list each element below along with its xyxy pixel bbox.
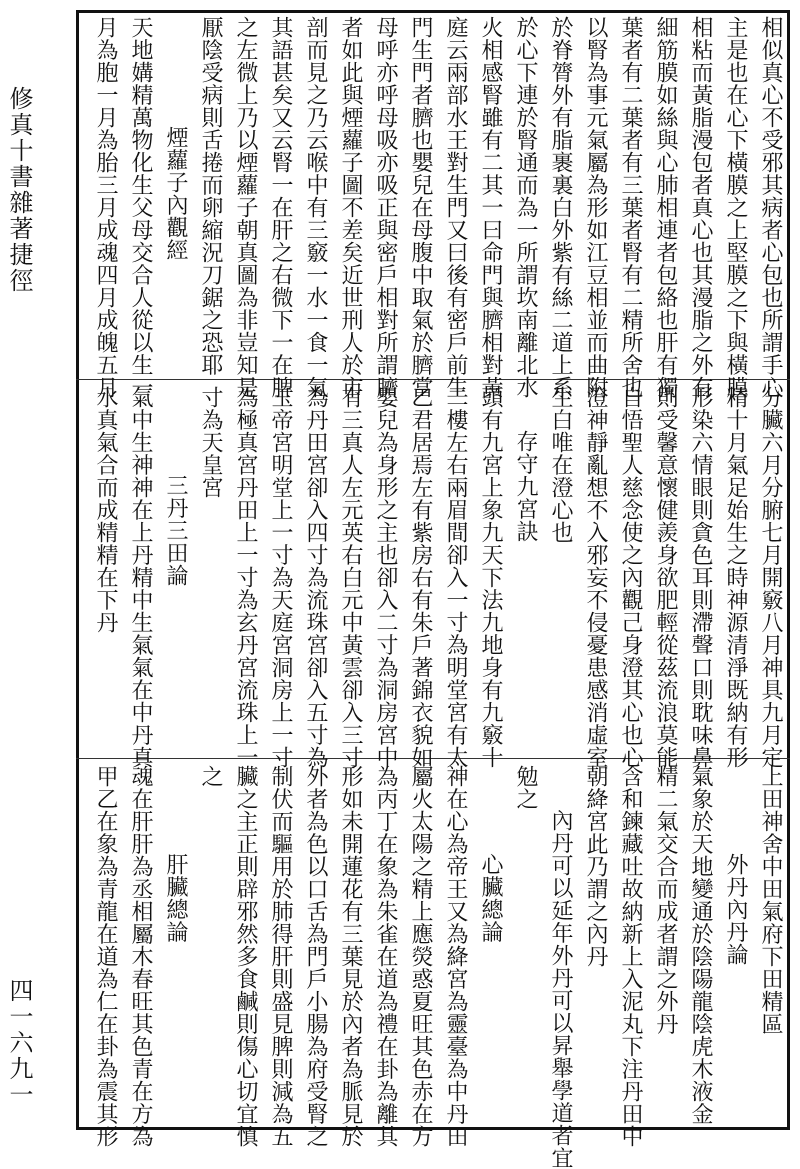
text-column: 形染六情眼則貪色耳則滯聲口則耽味鼻 <box>688 386 713 769</box>
text-column: 自悟聖人慈念使之內觀己身澄其心也心 <box>618 386 643 769</box>
text-column: 月為胞一月為胎三月成魂四月成魄五月 <box>93 16 118 399</box>
text-column: 細筋膜如絲與心肺相連者包絡也肝有獨 <box>653 16 678 399</box>
text-column: 相粘而黃脂漫包者真心也其漫脂之外有 <box>688 16 713 399</box>
text-column: 葉者有二葉者有三葉者腎有二精所舍也 <box>618 16 643 399</box>
text-column: 上田神舍中田氣府下田精區 <box>758 765 783 1035</box>
text-column: 含和鍊藏吐故納新上入泥丸下注丹田中 <box>618 765 643 1148</box>
text-column: 臟之主正則辟邪然多食鹹則傷心切宜慎 <box>233 765 258 1148</box>
text-column: 則受馨意懷健羨身欲肥輕從茲流浪莫能 <box>653 386 678 769</box>
section-heading: 煙蘿子內觀經 <box>163 126 188 261</box>
text-panel-bottom <box>82 765 784 1169</box>
text-column: 水真氣合而成精精在下丹 <box>93 386 118 634</box>
text-column: 形如未開蓮花有三葉見於內者為脈見於 <box>338 765 363 1148</box>
text-column: 之左微上乃以煙蘿子朝真圖為非豈知是 <box>233 16 258 399</box>
text-column: 庭云兩部水王對生門又曰後有密戶前生 <box>443 16 468 399</box>
text-column: 主是也在心下橫膜之上堅膜之下與橫膜 <box>723 16 748 399</box>
text-column: 母呼亦呼母吸亦吸正與密戶相對所謂臍 <box>373 16 398 399</box>
text-column: 為丹田宮卻入四寸為流珠宮卻入五寸為 <box>303 386 328 769</box>
text-column: 神在心為帝王又為絳宮為靈臺為中丹田 <box>443 765 468 1148</box>
text-column: 外者為色以口舌為門戶小腸為府受腎之 <box>303 765 328 1148</box>
text-column: 於心下連於腎通而為一所謂坎南離北水 <box>513 16 538 399</box>
text-column: 二樓左右兩眉間卻入一寸為明堂宮有太 <box>443 386 468 769</box>
text-column: 為極真宮丹田上一寸為玄丹宮流珠上一 <box>233 386 258 769</box>
text-column: 厭陰受病則舌捲而卵縮況刀鋸之恐耶 <box>198 16 223 376</box>
text-column: 精二氣交合而成者謂之外丹 <box>653 765 678 1035</box>
section-heading: 肝臟總論 <box>163 853 188 943</box>
text-column: 生白唯在澄心也 <box>548 386 573 544</box>
text-column: 內丹可以延年外丹可以昇舉學道者宜 <box>548 809 573 1169</box>
text-column: 有三真人左元英右白元中黃雲卻入三寸 <box>338 386 363 769</box>
text-column: 魂在肝肝為丞相屬木春旺其色青在方為 <box>128 765 153 1148</box>
text-column: 以腎為事元氣屬為形如江豆相並而曲附 <box>583 16 608 399</box>
text-column: 為丙丁在象為朱雀在道為禮在卦為離其 <box>373 765 398 1148</box>
text-panel-top <box>82 16 784 399</box>
text-column: 分臟六月分腑七月開竅八月神具九月定 <box>758 386 783 769</box>
text-column: 相似真心不受邪其病者心包也所謂手心 <box>758 16 783 399</box>
text-panel-middle <box>82 386 784 769</box>
text-column: 者如此與煙蘿子圖不差矣近世刑人於市 <box>338 16 363 399</box>
text-column: 勉之 <box>513 765 538 810</box>
text-column: 制伏而驅用於肺得肝則盛見脾則減為五 <box>268 765 293 1148</box>
book-title-margin: 修真十書雜著捷徑 <box>5 86 33 294</box>
text-column: 門生門者臍也嬰兒在母腹中取氣於臍當 <box>408 16 433 399</box>
text-column: 天地媾精萬物化生父母交合人從以生一 <box>128 16 153 399</box>
text-column: 於脊膂外有脂裹裏白外紫有絲二道上系 <box>548 16 573 399</box>
text-column: 玉帝宮明堂上一寸為天庭宮洞房上一寸 <box>268 386 293 769</box>
text-column: 澄神靜亂想不入邪妄不侵憂患感消虛室 <box>583 386 608 769</box>
page-number-margin: 四一六九一 <box>5 978 33 1108</box>
section-heading: 三丹三田論 <box>163 474 188 587</box>
section-heading: 心臟總論 <box>478 853 503 943</box>
text-column: 其語甚矣又云腎一在肝之右微下一在脾 <box>268 16 293 399</box>
text-column: 精十月氣足始生之時神源清淨既納有形 <box>723 386 748 769</box>
text-column: 嬰兒為身形之主也卻入二寸為洞房宮中 <box>373 386 398 769</box>
text-column: 之 <box>198 765 223 788</box>
text-column: 剖而見之乃云喉中有三竅一水一食一氣 <box>303 16 328 399</box>
text-column: 火相感腎雖有二其一曰命門與臍相對黃 <box>478 16 503 399</box>
text-column: 甲乙在象為青龍在道為仁在卦為震其形 <box>93 765 118 1148</box>
text-column: 氣中生神神在上丹精中生氣氣在中丹真 <box>128 386 153 769</box>
text-column: 乙君居焉左有紫房右有朱戶著錦衣貌如 <box>408 386 433 769</box>
section-heading: 外丹內丹論 <box>723 853 748 966</box>
text-column: 屬火太陽之精上應熒惑夏旺其色赤在方 <box>408 765 433 1148</box>
text-column: 寸為天皇宮 <box>198 386 223 499</box>
section-heading: 存守九宮訣 <box>513 430 538 543</box>
text-column: 頭有九宮上象九天下法九地身有九竅十 <box>478 386 503 769</box>
text-column: 氣象於天地變通於陰陽龍陰虎木液金 <box>688 765 713 1125</box>
text-column: 朝絳宮此乃謂之內丹 <box>583 765 608 968</box>
